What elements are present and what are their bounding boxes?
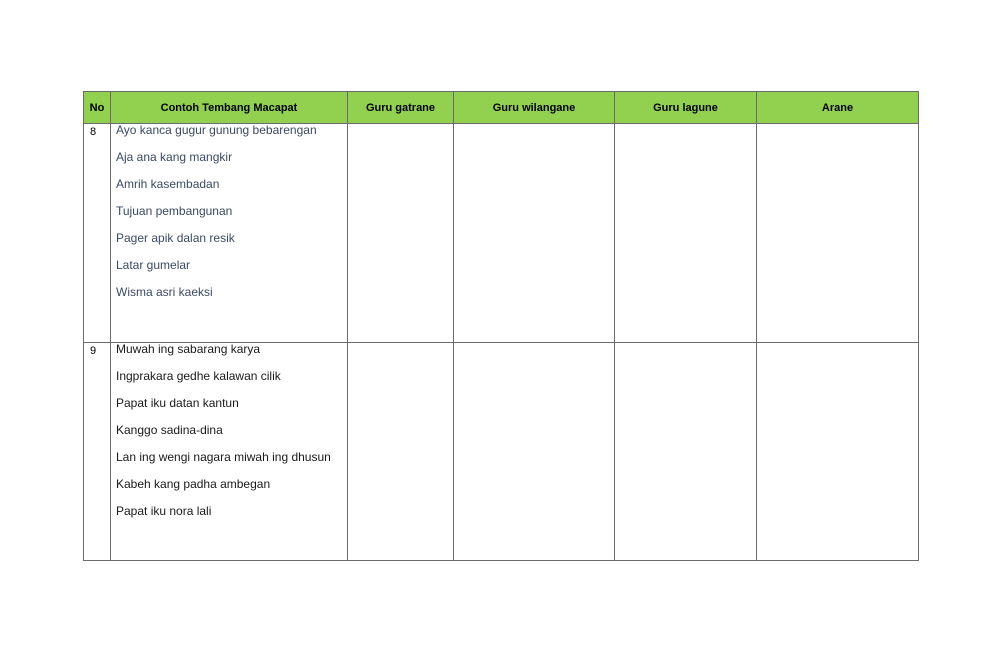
tembang-line: Pager apik dalan resik [116,231,235,245]
tembang-line: Papat iku datan kantun [116,396,239,410]
guru-lagune-answer-cell[interactable] [615,343,757,561]
table-row [84,343,919,561]
table-row [84,124,919,343]
header-guru-wilangane: Guru wilangane [454,92,615,124]
guru-lagune-answer-cell[interactable] [615,124,757,343]
header-guru-gatrane: Guru gatrane [348,92,454,124]
guru-wilangane-answer-cell[interactable] [454,343,615,561]
header-arane: Arane [757,92,919,124]
guru-wilangane-answer-cell[interactable] [454,124,615,343]
tembang-line: Tujuan pembangunan [116,204,233,218]
macapat-table [83,91,919,561]
tembang-line: Lan ing wengi nagara miwah ing dhusun [116,450,331,464]
tembang-line: Ingprakara gedhe kalawan cilik [116,369,281,383]
tembang-line: Aja ana kang mangkir [116,150,233,164]
tembang-cell [111,124,348,343]
tembang-line: Papat iku nora lali [116,504,212,518]
tembang-line: Wisma asri kaeksi [116,285,213,299]
tembang-line: Muwah ing sabarang karya [116,342,261,356]
arane-answer-cell[interactable] [757,343,919,561]
header-guru-lagune: Guru lagune [615,92,757,124]
guru-gatrane-answer-cell[interactable] [348,124,454,343]
tembang-line: Kabeh kang padha ambegan [116,477,271,491]
header-contoh-tembang: Contoh Tembang Macapat [111,92,348,124]
tembang-line: Kanggo sadina-dina [116,423,223,437]
header-no: No [84,92,111,124]
tembang-line: Latar gumelar [116,258,191,272]
row-number: 8 [84,124,111,343]
guru-gatrane-answer-cell[interactable] [348,343,454,561]
tembang-cell [111,343,348,561]
table-header-row [84,92,919,124]
row-number: 9 [84,343,111,561]
tembang-line: Amrih kasembadan [116,177,220,191]
arane-answer-cell[interactable] [757,124,919,343]
tembang-line: Ayo kanca gugur gunung bebarengan [116,123,317,137]
tembang-lines [111,343,347,532]
tembang-lines [111,124,347,313]
